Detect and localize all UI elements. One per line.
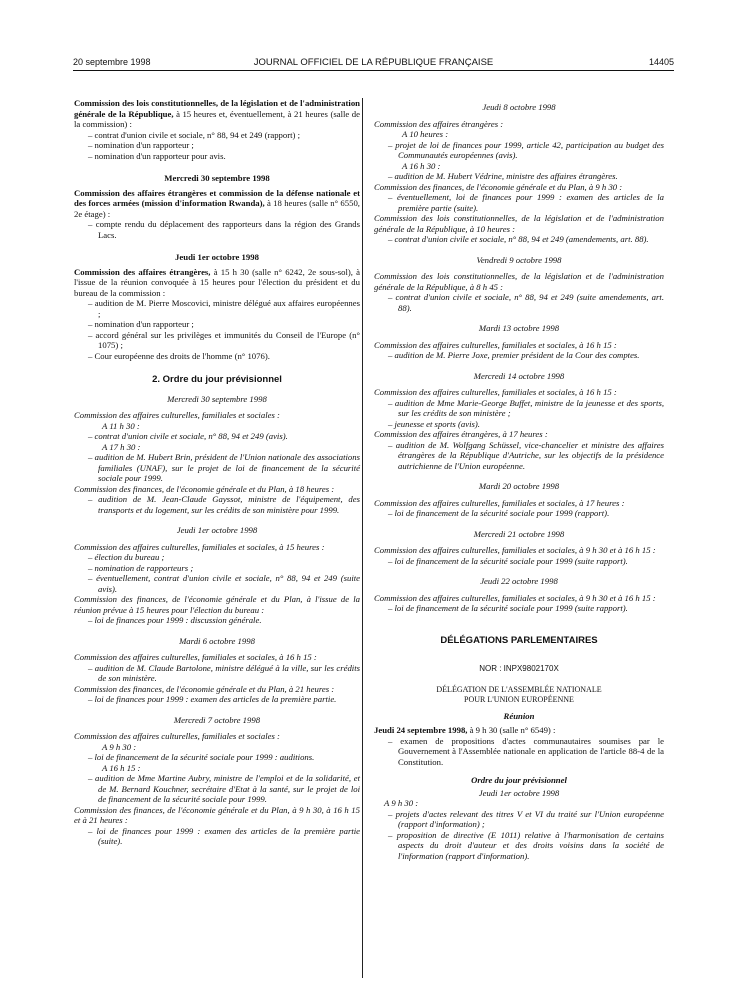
paragraph bbox=[74, 188, 360, 220]
session-details: à 18 heures (salle n° 6550, 2e étage) : bbox=[74, 198, 360, 219]
list-item: – loi de financement de la sécurité sociale pour 1999 (suite rapport). bbox=[374, 603, 664, 614]
commission-name: Commission des affaires étrangères, bbox=[74, 266, 211, 277]
commission-line: Commission des affaires étrangères, à 17 heures : bbox=[374, 429, 548, 439]
commission-line: Commission des finances, de l'économie générale et du Plan, à 9 h 30, à 16 h 15 et à 21 heures : bbox=[74, 804, 360, 825]
list-item: – élection du bureau ; bbox=[74, 552, 360, 563]
list-item: – loi de finances pour 1999 : examen des articles de la première partie (suite). bbox=[74, 826, 360, 847]
list-item: – audition de M. Wolfgang Schüssel, vice-chancelier et ministre des affaires étrangères de la République d'Autriche, sur les objectifs de la présidence autrichienne de l'Union européenne. bbox=[374, 440, 664, 472]
time-line: A 17 h 30 : bbox=[102, 441, 141, 452]
time-line: A 11 h 30 : bbox=[102, 420, 140, 431]
list-item: – projet de loi de finances pour 1999, article 42, participation au budget des Communautés européennes (avis). bbox=[374, 140, 664, 161]
agenda-list bbox=[374, 192, 664, 213]
section-title: DÉLÉGATIONS PARLEMENTAIRES bbox=[440, 634, 598, 646]
delegation-name-line-1: DÉLÉGATION DE L'ASSEMBLÉE NATIONALE bbox=[436, 684, 602, 694]
commission-name: Commission des lois constitutionnelles, de la législation et de l'administration générale de la République, bbox=[74, 98, 360, 119]
list-item: – contrat d'union civile et sociale, n° 88, 94 et 249 (rapport) ; bbox=[74, 130, 360, 141]
list-item: – contrat d'union civile et sociale, n° 88, 94 et 249 (suite amendements, art. 88). bbox=[374, 292, 664, 313]
day-heading: Mercredi 30 septembre 1998 bbox=[167, 393, 267, 404]
commission-line: Commission des finances, de l'économie générale et du Plan, à 18 heures : bbox=[74, 483, 335, 494]
commission-line: Commission des affaires culturelles, familiales et sociales, à 17 heures : bbox=[374, 497, 625, 508]
agenda-list bbox=[74, 552, 360, 594]
commission-line: Commission des finances, de l'économie générale et du Plan, à l'issue de la réunion prévue à 15 heures pour l'élection du bureau : bbox=[74, 594, 360, 615]
agenda-list bbox=[374, 736, 664, 768]
time-line: A 10 heures : bbox=[402, 129, 449, 139]
commission-line: Commission des affaires culturelles, familiales et sociales : bbox=[74, 731, 280, 741]
commission-line: Commission des finances, de l'économie générale et du Plan, à 9 h 30 : bbox=[374, 181, 623, 192]
list-item: – audition de M. Pierre Joxe, premier président de la Cour des comptes. bbox=[374, 350, 664, 361]
date-heading: Mercredi 30 septembre 1998 bbox=[164, 173, 270, 183]
agenda-list bbox=[374, 398, 664, 430]
list-item: – loi de financement de la sécurité sociale pour 1999 : auditions. bbox=[74, 752, 360, 763]
day-heading: Mercredi 14 octobre 1998 bbox=[473, 370, 565, 381]
list-item: – proposition de directive (E 1011) relative à l'harmonisation de certains aspects du droit d'auteur et des droits voisins dans la société de l'information (rapport d'information). bbox=[374, 830, 664, 862]
list-item: – loi de financement de la sécurité sociale pour 1999 (suite rapport). bbox=[374, 556, 664, 567]
list-item: – compte rendu du déplacement des rapporteurs dans la région des Grands Lacs. bbox=[74, 219, 360, 240]
date-heading: Jeudi 1er octobre 1998 bbox=[175, 252, 259, 262]
agenda-list bbox=[374, 603, 664, 614]
agenda-list bbox=[374, 350, 664, 361]
list-item: – éventuellement, loi de finances pour 1999 : examen des articles de la première partie (suite). bbox=[374, 192, 664, 213]
day-heading: Mardi 13 octobre 1998 bbox=[478, 323, 560, 333]
session-details: à 15 h 30 (salle n° 6242, 2e sous-sol), à l'issue de la réunion convoquée à 15 heures pour l'élection du président et du bureau de la commission : bbox=[74, 266, 360, 298]
agenda-list bbox=[74, 663, 360, 684]
agenda-list bbox=[374, 556, 664, 567]
commission-line: Commission des affaires étrangères : bbox=[374, 118, 504, 129]
agenda-list bbox=[374, 440, 664, 472]
list-item: – audition de Mme Marie-George Buffet, ministre de la jeunesse et des sports, sur les crédits de son ministère ; bbox=[374, 398, 664, 419]
list-item: – éventuellement, contrat d'union civile et sociale, n° 88, 94 et 249 (suite avis). bbox=[74, 573, 360, 594]
reunion-heading: Réunion bbox=[503, 710, 535, 721]
page-header bbox=[73, 57, 674, 71]
list-item: – loi de financement de la sécurité sociale pour 1999 (rapport). bbox=[374, 508, 664, 519]
time-line: A 9 h 30 : bbox=[384, 798, 419, 808]
list-item: – jeunesse et sports (avis). bbox=[374, 419, 664, 430]
paragraph bbox=[74, 267, 360, 299]
list-item: – nomination d'un rapporteur ; bbox=[74, 319, 360, 330]
column-divider bbox=[362, 98, 363, 978]
commission-line: Commission des lois constitutionnelles, de la législation et de l'administration générale de la République, à 8 h 45 : bbox=[374, 271, 664, 292]
delegation-name-line-2: POUR L'UNION EUROPÉENNE bbox=[464, 694, 574, 704]
agenda-list bbox=[374, 809, 664, 862]
list-item: – projets d'actes relevant des titres V et VI du traité sur l'Union européenne (rapport d'information) ; bbox=[374, 809, 664, 830]
agenda-list bbox=[374, 292, 664, 313]
day-heading: Vendredi 9 octobre 1998 bbox=[476, 254, 562, 265]
agenda-list bbox=[74, 452, 360, 484]
commission-line: Commission des lois constitutionnelles, de la législation et de l'administration générale de la République, à 10 heures : bbox=[374, 213, 664, 234]
day-heading: Mercredi 7 octobre 1998 bbox=[173, 714, 261, 725]
day-heading: Jeudi 8 octobre 1998 bbox=[482, 102, 556, 112]
list-item: – loi de finances pour 1999 : examen des articles de la première partie. bbox=[74, 694, 360, 705]
list-item: – examen de propositions d'actes communautaires soumises par le Gouvernement à l'Assemblée nationale en application de l'article 88-4 de la Constitution. bbox=[374, 736, 664, 768]
commission-line: Commission des affaires culturelles, familiales et sociales, à 9 h 30 et à 16 h 15 : bbox=[374, 545, 656, 555]
list-item: – audition de M. Jean-Claude Gayssot, ministre de l'équipement, des transports et du logement, sur les crédits de son ministère pour 1999. bbox=[74, 494, 360, 515]
session-details: à 9 h 30 (salle n° 6549) : bbox=[467, 725, 556, 735]
commission-line: Commission des affaires culturelles, familiales et sociales, à 16 h 15 : bbox=[374, 339, 617, 350]
time-line: A 9 h 30 : bbox=[102, 741, 137, 752]
paragraph bbox=[374, 725, 664, 736]
agenda-list bbox=[74, 694, 360, 705]
list-item: – nomination de rapporteurs ; bbox=[74, 563, 360, 574]
list-item: – contrat d'union civile et sociale, n° 88, 94 et 249 (amendements, art. 88). bbox=[374, 234, 664, 245]
paragraph bbox=[74, 98, 360, 130]
header-date: 20 septembre 1998 bbox=[73, 57, 151, 67]
commission-line: Commission des affaires culturelles, familiales et sociales, à 9 h 30 et à 16 h 15 : bbox=[374, 592, 656, 603]
agenda-list bbox=[74, 130, 360, 162]
day-heading: Jeudi 1er octobre 1998 bbox=[478, 787, 560, 798]
day-heading: Mardi 20 octobre 1998 bbox=[478, 481, 560, 491]
commission-line: Commission des affaires culturelles, familiales et sociales : bbox=[74, 410, 280, 420]
header-rule bbox=[73, 70, 674, 71]
day-heading: Jeudi 1er octobre 1998 bbox=[176, 525, 258, 535]
header-page-number: 14405 bbox=[648, 57, 674, 67]
list-item: – audition de M. Claude Bartolone, ministre délégué à la ville, sur les crédits de son ministère. bbox=[74, 663, 360, 684]
agenda-list bbox=[374, 234, 664, 245]
list-item: – accord général sur les privilèges et immunités du Conseil de l'Europe (n° 1075) ; bbox=[74, 330, 360, 351]
agenda-heading: Ordre du jour prévisionnel bbox=[471, 775, 567, 785]
agenda-list bbox=[74, 431, 360, 442]
agenda-list bbox=[374, 508, 664, 519]
list-item: – contrat d'union civile et sociale, n° 88, 94 et 249 (avis). bbox=[74, 431, 360, 442]
session-details: à 15 heures et, éventuellement, à 21 heures (salle de la commission) : bbox=[74, 108, 360, 129]
section-title: 2. Ordre du jour prévisionnel bbox=[152, 374, 282, 385]
right-column bbox=[374, 102, 664, 861]
list-item: – nomination d'un rapporteur pour avis. bbox=[74, 151, 360, 162]
agenda-list bbox=[74, 494, 360, 515]
time-line: A 16 h 15 : bbox=[102, 762, 141, 773]
agenda-list bbox=[374, 171, 664, 182]
nor-reference: NOR : INPX9802170X bbox=[479, 664, 559, 673]
commission-line: Commission des affaires culturelles, familiales et sociales, à 16 h 15 : bbox=[374, 387, 617, 397]
list-item: – loi de finances pour 1999 : discussion générale. bbox=[74, 615, 360, 626]
agenda-list bbox=[74, 298, 360, 361]
commission-line: Commission des affaires culturelles, familiales et sociales, à 15 heures : bbox=[74, 541, 325, 552]
meeting-date: Jeudi 24 septembre 1998, bbox=[374, 725, 468, 735]
list-item: – Cour européenne des droits de l'homme (n° 1076). bbox=[74, 351, 360, 362]
left-column bbox=[74, 98, 360, 847]
commission-line: Commission des finances, de l'économie générale et du Plan, à 21 heures : bbox=[74, 683, 335, 694]
header-journal-title: JOURNAL OFFICIEL DE LA RÉPUBLIQUE FRANÇAISE bbox=[253, 57, 494, 68]
agenda-list bbox=[74, 773, 360, 805]
list-item: – audition de M. Pierre Moscovici, ministre délégué aux affaires européennes ; bbox=[74, 298, 360, 319]
commission-line: Commission des affaires culturelles, familiales et sociales, à 16 h 15 : bbox=[74, 652, 317, 662]
commission-name: Commission des affaires étrangères et commission de la défense nationale et des forces armées (mission d'information Rwanda), bbox=[74, 187, 360, 208]
agenda-list bbox=[74, 219, 360, 240]
day-heading: Mardi 6 octobre 1998 bbox=[179, 635, 255, 646]
list-item: – audition de M. Hubert Védrine, ministre des affaires étrangères. bbox=[374, 171, 664, 182]
list-item: – nomination d'un rapporteur ; bbox=[74, 140, 360, 151]
time-line: A 16 h 30 : bbox=[402, 160, 441, 171]
agenda-list bbox=[374, 140, 664, 161]
day-heading: Mercredi 21 octobre 1998 bbox=[473, 528, 565, 539]
list-item: – audition de M. Hubert Brin, président de l'Union nationale des associations familiales (UNAF), sur le projet de loi de financement de la sécurité sociale pour 1999. bbox=[74, 452, 360, 484]
agenda-list bbox=[74, 826, 360, 847]
agenda-list bbox=[74, 615, 360, 626]
day-heading: Jeudi 22 octobre 1998 bbox=[480, 576, 558, 586]
agenda-list bbox=[74, 752, 360, 763]
list-item: – audition de Mme Martine Aubry, ministre de l'emploi et de la solidarité, et de M. Bernard Kouchner, secrétaire d'Etat à la santé, sur le projet de loi de financement de la sécurité sociale pour 1999. bbox=[74, 773, 360, 805]
